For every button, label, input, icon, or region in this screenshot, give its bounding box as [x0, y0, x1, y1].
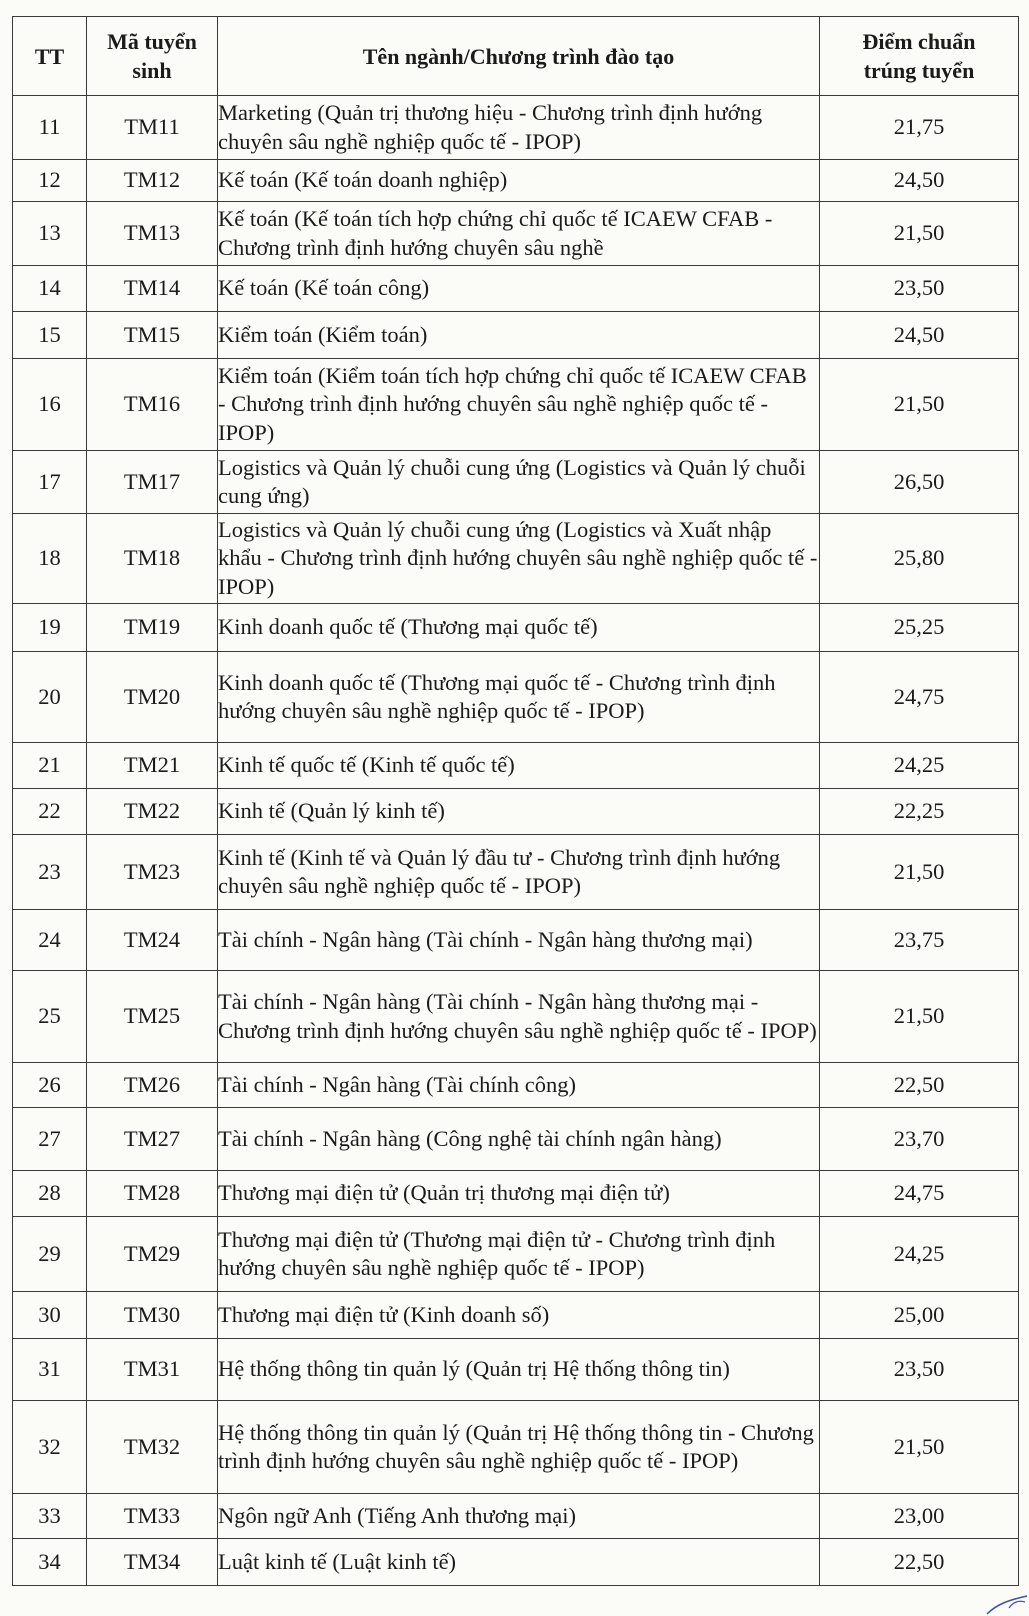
cell-code: TM23	[87, 835, 218, 910]
cell-code: TM31	[87, 1339, 218, 1401]
cell-code: TM28	[87, 1171, 218, 1217]
table-row	[13, 835, 1019, 910]
header-tt: TT	[13, 17, 87, 96]
cell-code: TM13	[87, 202, 218, 266]
cell-score: 21,50	[820, 359, 1019, 451]
table-row	[13, 1171, 1019, 1217]
table-row	[13, 789, 1019, 835]
cell-program-name: Tài chính - Ngân hàng (Tài chính công)	[218, 1063, 820, 1108]
cell-tt: 31	[13, 1339, 87, 1401]
cell-code: TM11	[87, 96, 218, 160]
cell-program-name: Kinh tế (Kinh tế và Quản lý đầu tư - Chương trình định hướng chuyên sâu nghề nghiệp quốc tế - IPOP)	[218, 835, 820, 910]
cell-tt: 33	[13, 1494, 87, 1539]
cell-tt: 17	[13, 451, 87, 514]
admission-score-table	[12, 16, 1019, 1586]
cell-code: TM24	[87, 910, 218, 971]
signature-stroke	[969, 1586, 1029, 1616]
cell-program-name: Marketing (Quản trị thương hiệu - Chương trình định hướng chuyên sâu nghề nghiệp quốc tế - IPOP)	[218, 96, 820, 160]
cell-code: TM26	[87, 1063, 218, 1108]
cell-code: TM30	[87, 1292, 218, 1339]
cell-program-name: Kinh tế quốc tế (Kinh tế quốc tế)	[218, 743, 820, 789]
cell-program-name: Kế toán (Kế toán công)	[218, 266, 820, 312]
cell-tt: 22	[13, 789, 87, 835]
cell-score: 24,25	[820, 743, 1019, 789]
cell-code: TM21	[87, 743, 218, 789]
cell-code: TM20	[87, 652, 218, 743]
cell-score: 21,50	[820, 971, 1019, 1063]
cell-tt: 18	[13, 514, 87, 604]
cell-score: 22,25	[820, 789, 1019, 835]
cell-tt: 30	[13, 1292, 87, 1339]
table-row	[13, 202, 1019, 266]
cell-program-name: Thương mại điện tử (Quản trị thương mại điện tử)	[218, 1171, 820, 1217]
cell-tt: 23	[13, 835, 87, 910]
cell-code: TM34	[87, 1539, 218, 1586]
cell-score: 21,50	[820, 835, 1019, 910]
cell-code: TM15	[87, 312, 218, 359]
cell-code: TM33	[87, 1494, 218, 1539]
cell-tt: 28	[13, 1171, 87, 1217]
cell-score: 24,50	[820, 160, 1019, 202]
cell-program-name: Kế toán (Kế toán tích hợp chứng chỉ quốc tế ICAEW CFAB - Chương trình định hướng chuyên sâu nghề	[218, 202, 820, 266]
cell-tt: 34	[13, 1539, 87, 1586]
table-row	[13, 1217, 1019, 1292]
cell-program-name: Kinh doanh quốc tế (Thương mại quốc tế - Chương trình định hướng chuyên sâu nghề nghiệp quốc tế - IPOP)	[218, 652, 820, 743]
table-row	[13, 96, 1019, 160]
cell-score: 24,75	[820, 1171, 1019, 1217]
cell-program-name: Hệ thống thông tin quản lý (Quản trị Hệ thống thông tin - Chương trình định hướng chuyên sâu nghề nghiệp quốc tế - IPOP)	[218, 1401, 820, 1494]
cell-code: TM22	[87, 789, 218, 835]
cell-tt: 32	[13, 1401, 87, 1494]
table-row	[13, 1401, 1019, 1494]
cell-score: 22,50	[820, 1063, 1019, 1108]
cell-score: 25,25	[820, 604, 1019, 652]
header-score: Điểm chuẩn trúng tuyển	[820, 17, 1019, 96]
cell-score: 23,70	[820, 1108, 1019, 1171]
table-row	[13, 359, 1019, 451]
cell-tt: 13	[13, 202, 87, 266]
cell-tt: 19	[13, 604, 87, 652]
cell-tt: 21	[13, 743, 87, 789]
cell-code: TM25	[87, 971, 218, 1063]
table-row	[13, 971, 1019, 1063]
cell-tt: 20	[13, 652, 87, 743]
header-name: Tên ngành/Chương trình đào tạo	[218, 17, 820, 96]
cell-tt: 27	[13, 1108, 87, 1171]
cell-program-name: Logistics và Quản lý chuỗi cung ứng (Logistics và Xuất nhập khẩu - Chương trình định hướng chuyên sâu nghề nghiệp quốc tế - IPOP)	[218, 514, 820, 604]
table-row	[13, 1292, 1019, 1339]
cell-program-name: Kiểm toán (Kiểm toán)	[218, 312, 820, 359]
cell-score: 23,50	[820, 1339, 1019, 1401]
table-row	[13, 312, 1019, 359]
cell-score: 24,75	[820, 652, 1019, 743]
cell-program-name: Luật kinh tế (Luật kinh tế)	[218, 1539, 820, 1586]
table-body	[13, 96, 1019, 1586]
header-code: Mã tuyển sinh	[87, 17, 218, 96]
cell-program-name: Thương mại điện tử (Kinh doanh số)	[218, 1292, 820, 1339]
cell-code: TM14	[87, 266, 218, 312]
cell-score: 23,50	[820, 266, 1019, 312]
cell-tt: 29	[13, 1217, 87, 1292]
table-row	[13, 514, 1019, 604]
cell-code: TM12	[87, 160, 218, 202]
table-row	[13, 910, 1019, 971]
cell-program-name: Kế toán (Kế toán doanh nghiệp)	[218, 160, 820, 202]
cell-tt: 11	[13, 96, 87, 160]
cell-score: 26,50	[820, 451, 1019, 514]
cell-score: 24,25	[820, 1217, 1019, 1292]
table-row	[13, 743, 1019, 789]
table-header-row	[13, 17, 1019, 96]
table-row	[13, 451, 1019, 514]
cell-tt: 26	[13, 1063, 87, 1108]
cell-program-name: Thương mại điện tử (Thương mại điện tử - Chương trình định hướng chuyên sâu nghề nghiệp quốc tế - IPOP)	[218, 1217, 820, 1292]
cell-code: TM29	[87, 1217, 218, 1292]
cell-code: TM17	[87, 451, 218, 514]
cell-code: TM16	[87, 359, 218, 451]
table-row	[13, 266, 1019, 312]
cell-program-name: Hệ thống thông tin quản lý (Quản trị Hệ thống thông tin)	[218, 1339, 820, 1401]
cell-program-name: Kiểm toán (Kiểm toán tích hợp chứng chỉ quốc tế ICAEW CFAB - Chương trình định hướng chuyên sâu nghề nghiệp quốc tế - IPOP)	[218, 359, 820, 451]
cell-score: 21,75	[820, 96, 1019, 160]
cell-code: TM19	[87, 604, 218, 652]
cell-program-name: Tài chính - Ngân hàng (Công nghệ tài chính ngân hàng)	[218, 1108, 820, 1171]
cell-score: 24,50	[820, 312, 1019, 359]
cell-tt: 12	[13, 160, 87, 202]
cell-score: 25,00	[820, 1292, 1019, 1339]
cell-tt: 24	[13, 910, 87, 971]
cell-score: 23,75	[820, 910, 1019, 971]
table-row	[13, 1063, 1019, 1108]
cell-code: TM32	[87, 1401, 218, 1494]
cell-tt: 15	[13, 312, 87, 359]
table-row	[13, 1108, 1019, 1171]
table-row	[13, 1494, 1019, 1539]
table-row	[13, 604, 1019, 652]
cell-code: TM27	[87, 1108, 218, 1171]
table-row	[13, 1539, 1019, 1586]
cell-code: TM18	[87, 514, 218, 604]
cell-program-name: Logistics và Quản lý chuỗi cung ứng (Logistics và Quản lý chuỗi cung ứng)	[218, 451, 820, 514]
cell-program-name: Kinh doanh quốc tế (Thương mại quốc tế)	[218, 604, 820, 652]
cell-tt: 16	[13, 359, 87, 451]
table-row	[13, 1339, 1019, 1401]
table-row	[13, 652, 1019, 743]
cell-tt: 14	[13, 266, 87, 312]
cell-score: 23,00	[820, 1494, 1019, 1539]
cell-program-name: Tài chính - Ngân hàng (Tài chính - Ngân hàng thương mại)	[218, 910, 820, 971]
cell-score: 22,50	[820, 1539, 1019, 1586]
table-row	[13, 160, 1019, 202]
cell-score: 21,50	[820, 1401, 1019, 1494]
cell-program-name: Ngôn ngữ Anh (Tiếng Anh thương mại)	[218, 1494, 820, 1539]
cell-program-name: Tài chính - Ngân hàng (Tài chính - Ngân hàng thương mại - Chương trình định hướng chuyên sâu nghề nghiệp quốc tế - IPOP)	[218, 971, 820, 1063]
cell-score: 21,50	[820, 202, 1019, 266]
cell-score: 25,80	[820, 514, 1019, 604]
cell-tt: 25	[13, 971, 87, 1063]
cell-program-name: Kinh tế (Quản lý kinh tế)	[218, 789, 820, 835]
